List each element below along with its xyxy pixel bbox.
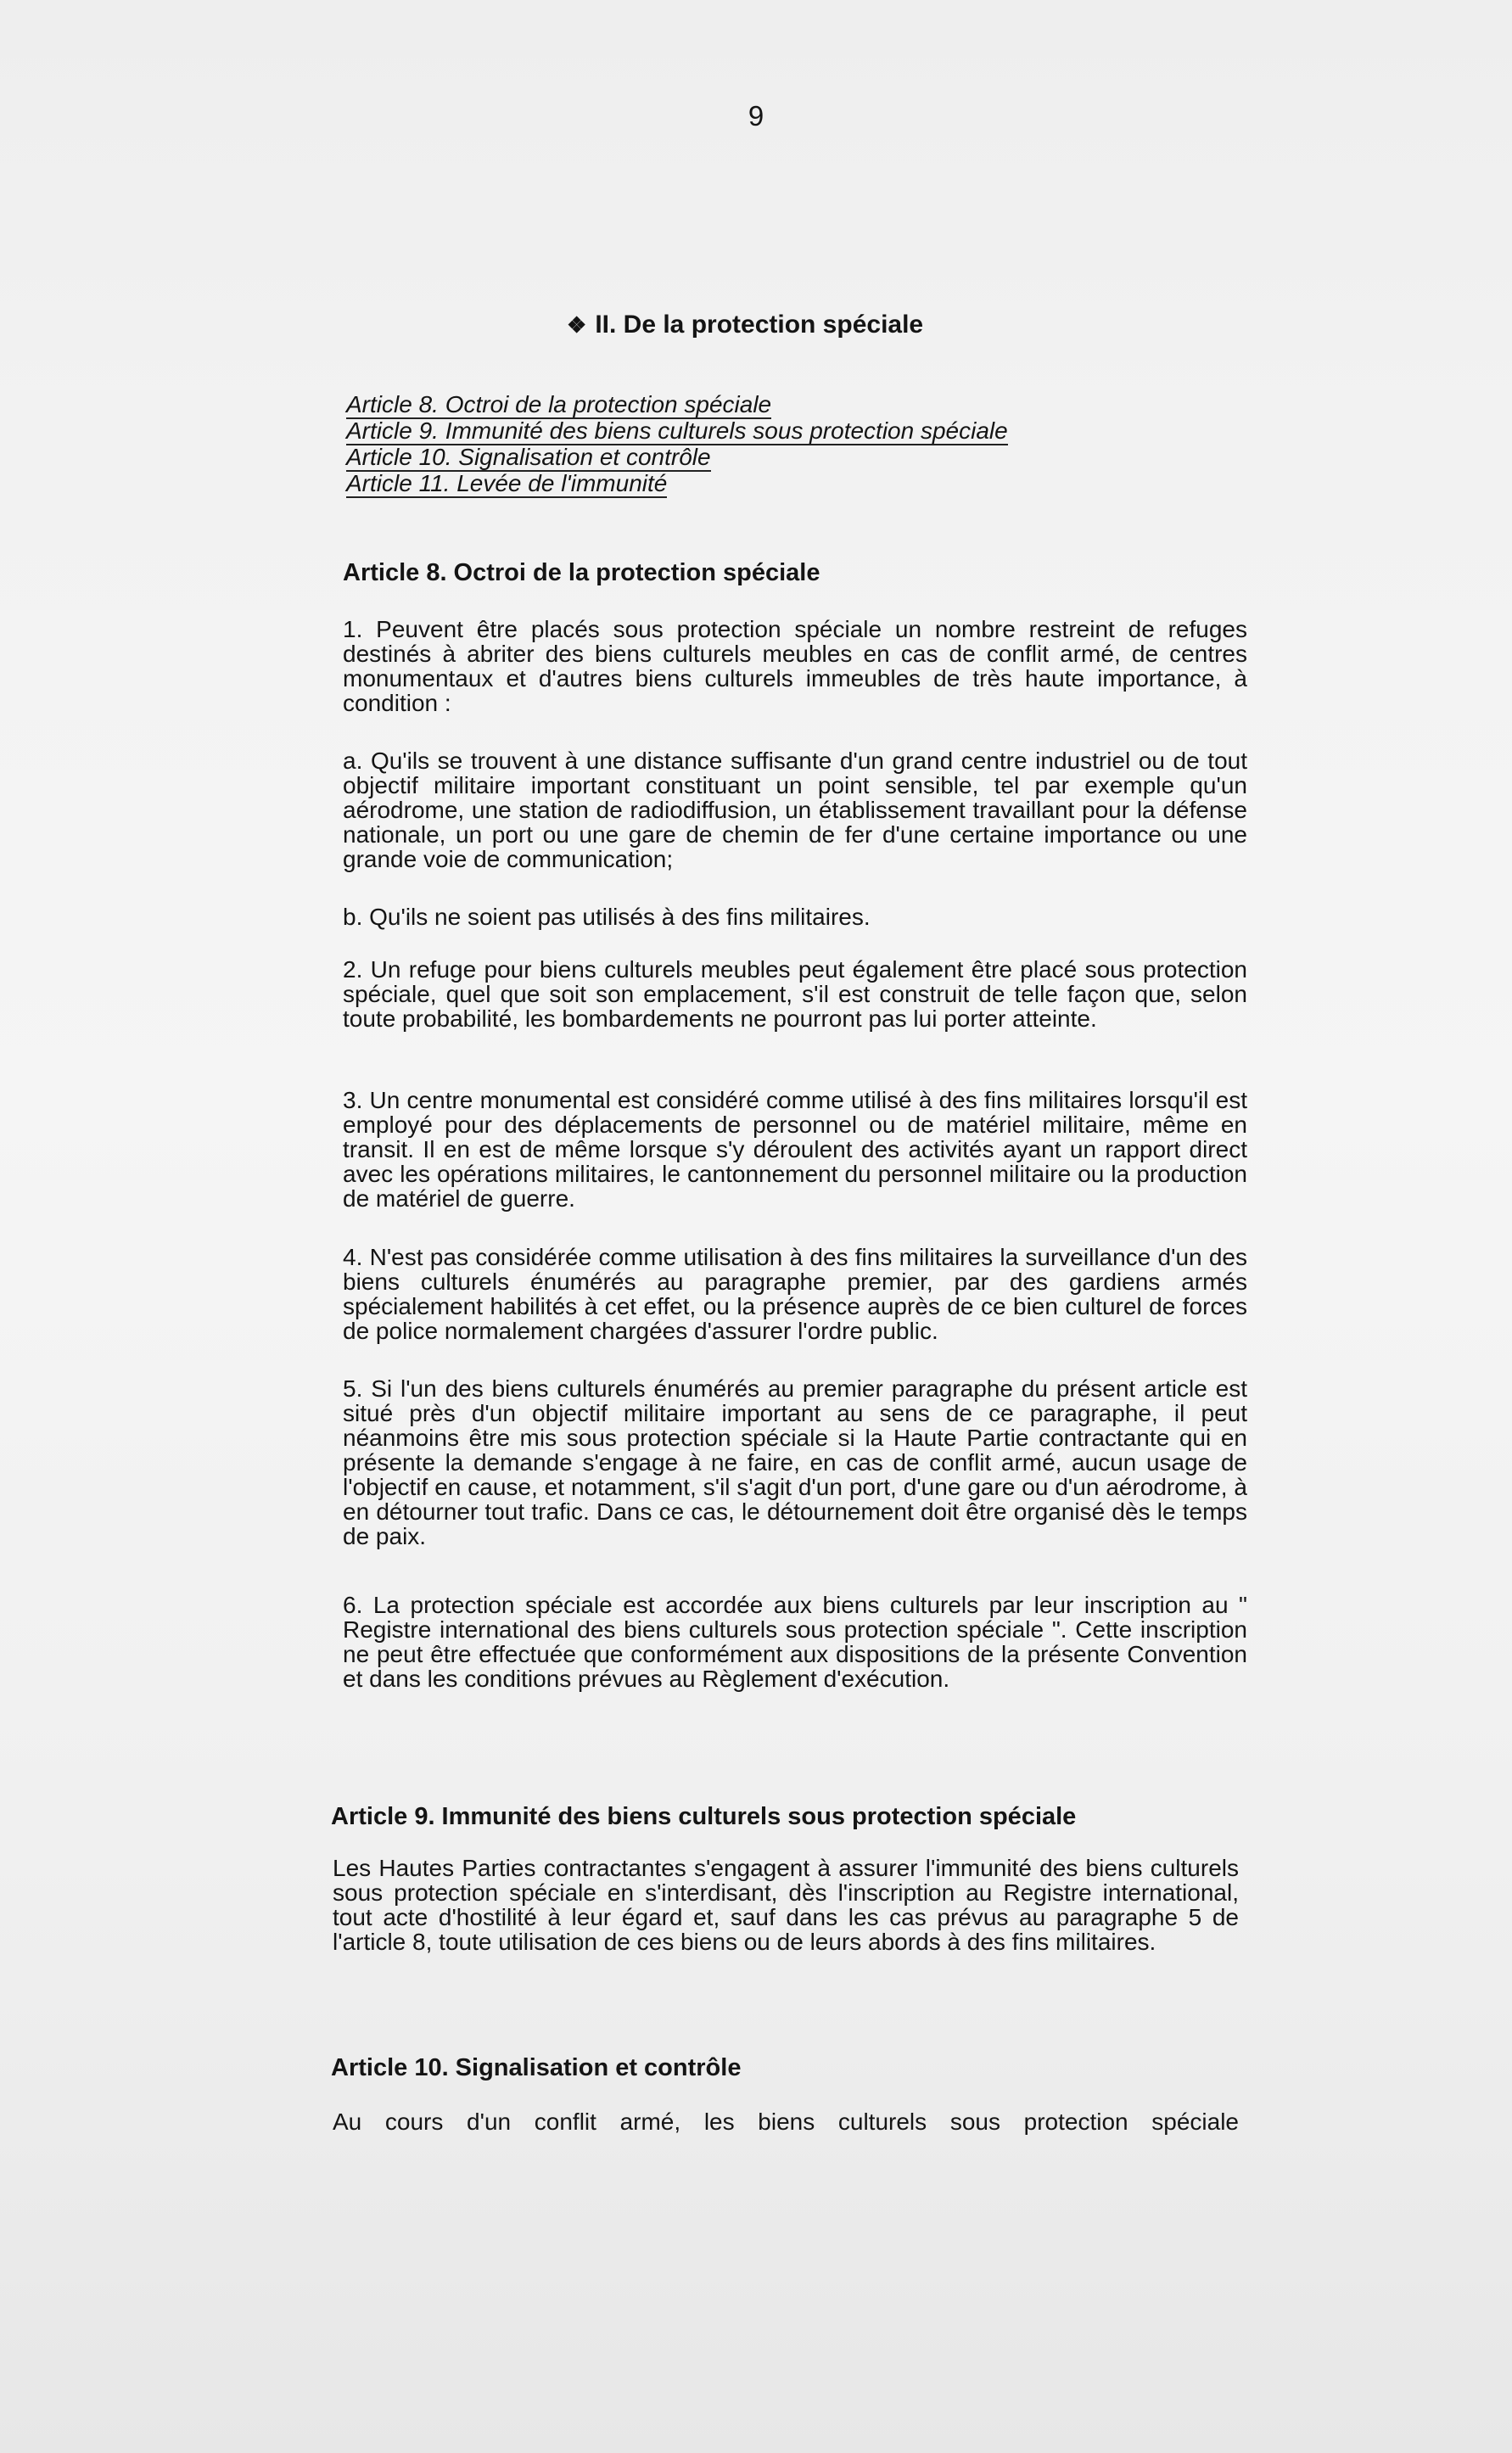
- section-title-text: II. De la protection spéciale: [595, 311, 924, 339]
- page-number: 9: [748, 100, 764, 132]
- toc-item-article-9: Article 9. Immunité des biens culturels sous protection spéciale: [346, 417, 1008, 444]
- diamond-bullet-icon: ❖: [567, 312, 587, 338]
- article-8-paragraph-a: [343, 748, 1247, 871]
- article-8-paragraph-5: [343, 1376, 1247, 1549]
- toc-item-article-11: Article 11. Levée de l'immunité: [346, 470, 668, 496]
- paragraph-text: 5. Si l'un des biens culturels énumérés au premier paragraphe du présent article est situé près d'un objectif militaire important au sens de ce paragraphe, il peut néanmoins être mis sous protection spéciale si la Haute Partie contractante qui en présente la demande s'engage à ne faire, en cas de conflit armé, aucun usage de l'objectif en cause, et notamment, s'il s'agit d'un port, d'une gare ou d'un aérodrome, à en détourner tout trafic. Dans ce cas, le détournement doit être organisé dès le temps de paix.: [343, 1375, 1247, 1549]
- paragraph-text: 4. N'est pas considérée comme utilisation à des fins militaires la surveillance d'un des biens culturels énumérés au paragraphe premier, par des gardiens armés spécialement habilités à cet effet, ou la présence auprès de ce bien culturel de forces de police normalement chargées d'assurer l'ordre public.: [343, 1244, 1247, 1344]
- article-8-paragraph-6: [343, 1593, 1247, 1691]
- article-8-paragraph-b: [343, 904, 1247, 929]
- toc-item-article-8: Article 8. Octroi de la protection spéciale: [346, 391, 772, 417]
- article-8-paragraph-4: [343, 1245, 1247, 1343]
- article-10-heading: Article 10. Signalisation et contrôle: [331, 2054, 742, 2081]
- paragraph-text: 6. La protection spéciale est accordée aux biens culturels par leur inscription au " Registre international des biens culturels sous protection spéciale ". Cette inscription ne peut être effectuée que conformément aux dispositions de la présente Convention et dans les conditions prévues au Règlement d'exécution.: [343, 1592, 1247, 1692]
- section-title: [567, 311, 923, 339]
- paragraph-text: 3. Un centre monumental est considéré comme utilisé à des fins militaires lorsqu'il est employé pour des déplacements de personnel ou de matériel militaire, même en transit. Il en est de même lorsque s'y déroulent des activités ayant un rapport direct avec les opérations militaires, le cantonnement du personnel militaire ou la production de matériel de guerre.: [343, 1087, 1247, 1212]
- paragraph-text: b. Qu'ils ne soient pas utilisés à des fins militaires.: [343, 904, 871, 930]
- paragraph-text: 2. Un refuge pour biens culturels meubles peut également être placé sous protection spéciale, quel que soit son emplacement, s'il est construit de telle façon que, selon toute probabilité, les bombardements ne pourront pas lui porter atteinte.: [343, 956, 1247, 1032]
- paragraph-text: Au cours d'un conflit armé, les biens culturels sous protection spéciale: [333, 2109, 1239, 2135]
- article-8-paragraph-2: [343, 957, 1247, 1031]
- article-10-paragraph: [333, 2109, 1239, 2134]
- table-of-contents: [346, 393, 1110, 498]
- paragraph-text: a. Qu'ils se trouvent à une distance suffisante d'un grand centre industriel ou de tout objectif militaire important constituant un point sensible, tel par exemple qu'un aérodrome, une station de radiodiffusion, un établissement travaillant pour la défense nationale, un port ou une gare de chemin de fer d'une certaine importance ou une grande voie de communication;: [343, 748, 1247, 872]
- article-8-paragraph-3: [343, 1088, 1247, 1211]
- article-9-heading: Article 9. Immunité des biens culturels sous protection spéciale: [331, 1803, 1077, 1830]
- article-9-paragraph: [333, 1856, 1239, 1954]
- article-8-heading: Article 8. Octroi de la protection spéciale: [343, 559, 820, 586]
- paragraph-text: Les Hautes Parties contractantes s'engagent à assurer l'immunité des biens culturels sous protection spéciale en s'interdisant, dès l'inscription au Registre international, tout acte d'hostilité à leur égard et, sauf dans les cas prévus au paragraphe 5 de l'article 8, toute utilisation de ces biens ou de leurs abords à des fins militaires.: [333, 1855, 1239, 1955]
- toc-item-article-10: Article 10. Signalisation et contrôle: [346, 444, 711, 470]
- paragraph-text: 1. Peuvent être placés sous protection spéciale un nombre restreint de refuges destinés à abriter des biens culturels meubles en cas de conflit armé, de centres monumentaux et d'autres biens culturels immeubles de très haute importance, à condition :: [343, 616, 1247, 716]
- article-8-paragraph-1: [343, 617, 1247, 715]
